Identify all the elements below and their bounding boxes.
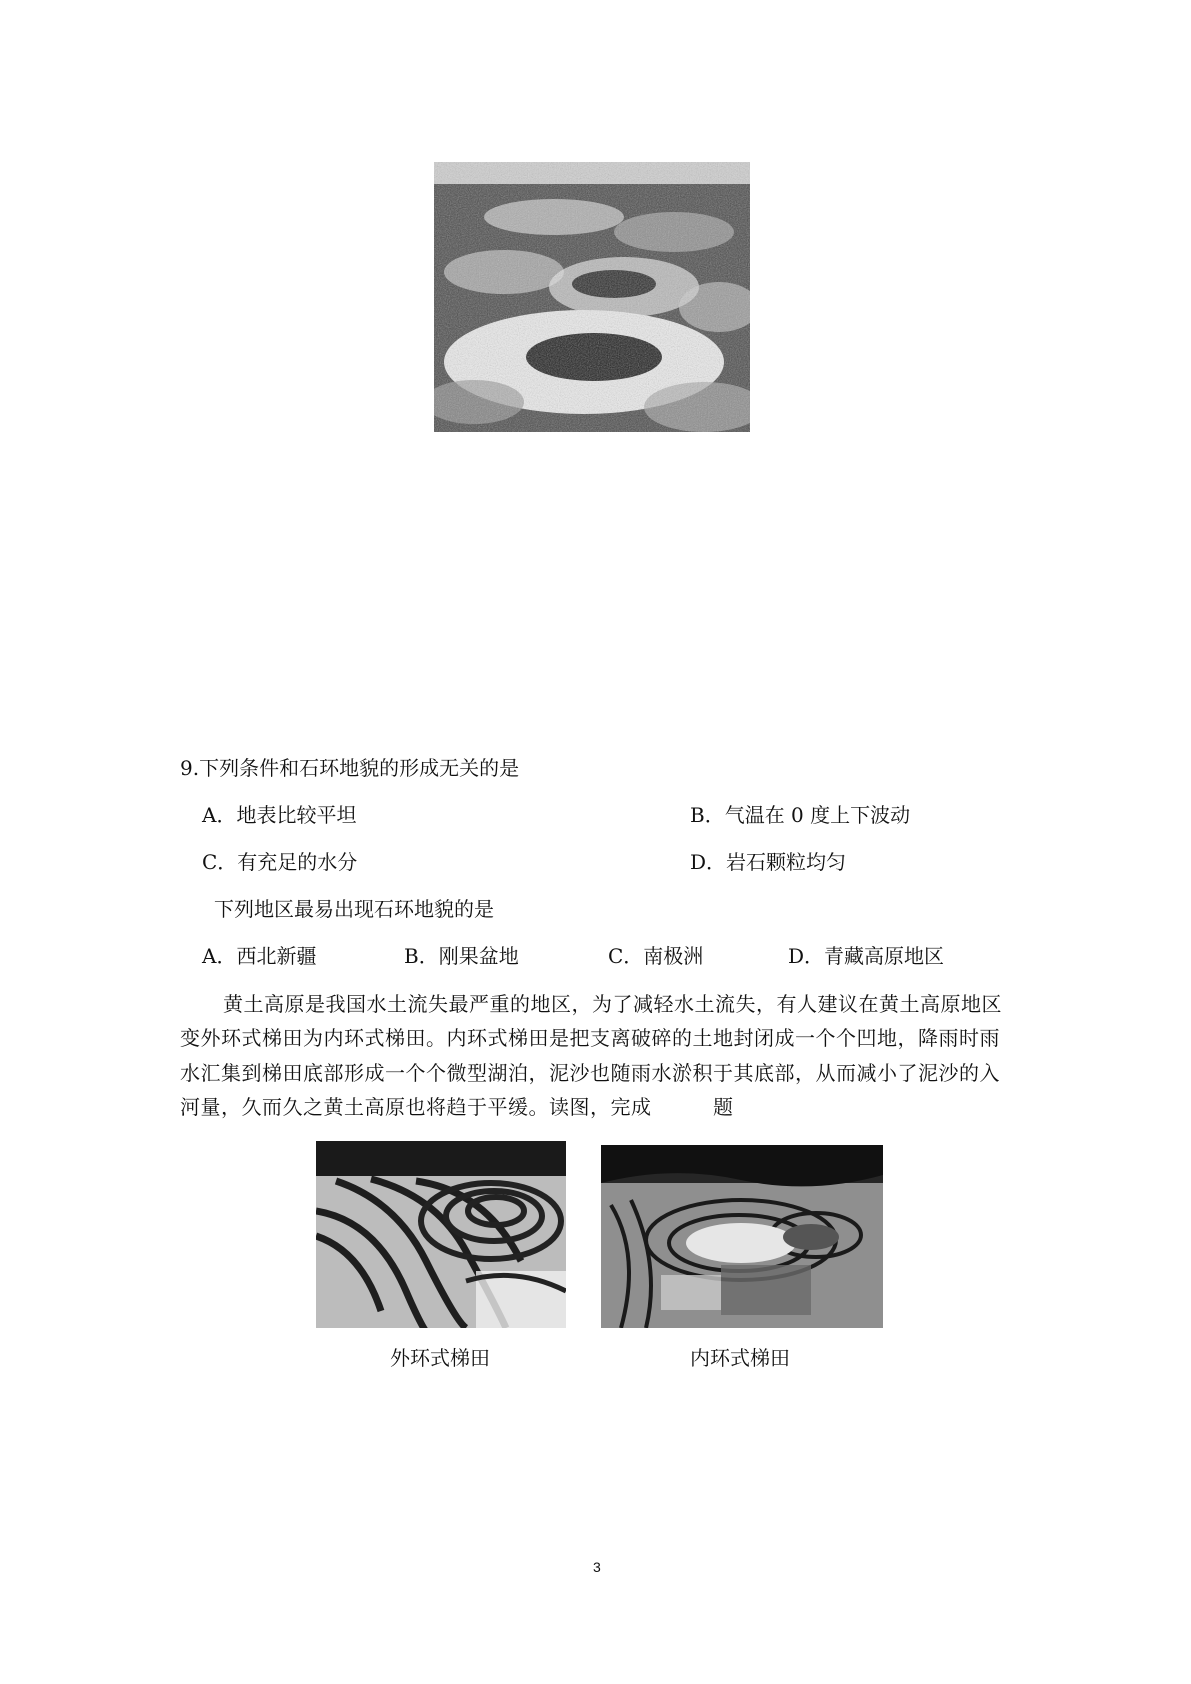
question-9-stem: 9.下列条件和石环地貌的形成无关的是 xyxy=(180,756,520,780)
q10-option-b: B．刚果盆地 xyxy=(404,944,519,968)
stone-ring-photo xyxy=(434,162,750,432)
q10-option-d: D．青藏高原地区 xyxy=(788,944,945,968)
inner-ring-terrace-caption: 内环式梯田 xyxy=(690,1346,790,1370)
q9-option-c: C．有充足的水分 xyxy=(202,850,358,874)
passage-line-1: 黄土高原是我国水土流失最严重的地区，为了减轻水土流失，有人建议在黄土高原地区 xyxy=(223,992,1002,1016)
question-10-stem: 下列地区最易出现石环地貌的是 xyxy=(214,897,494,921)
passage-line-3: 水汇集到梯田底部形成一个个微型湖泊，泥沙也随雨水淤积于其底部，从而减小了泥沙的入 xyxy=(180,1061,1000,1085)
q9-option-a: A．地表比较平坦 xyxy=(202,803,357,827)
outer-ring-terrace-caption: 外环式梯田 xyxy=(390,1346,490,1370)
inner-ring-terrace-photo xyxy=(601,1145,883,1328)
outer-ring-terrace-photo xyxy=(316,1141,566,1328)
q10-option-c: C．南极洲 xyxy=(608,944,704,968)
passage-line-4: 河量，久而久之黄土高原也将趋于平缓。读图，完成 题 xyxy=(180,1095,734,1119)
q9-option-b: B．气温在 0 度上下波动 xyxy=(690,803,911,827)
q10-option-a: A．西北新疆 xyxy=(202,944,317,968)
q9-option-d: D．岩石颗粒均匀 xyxy=(690,850,847,874)
page-number: 3 xyxy=(593,1559,601,1575)
passage-line-2: 变外环式梯田为内环式梯田。内环式梯田是把支离破碎的土地封闭成一个个凹地，降雨时雨 xyxy=(180,1026,1000,1050)
